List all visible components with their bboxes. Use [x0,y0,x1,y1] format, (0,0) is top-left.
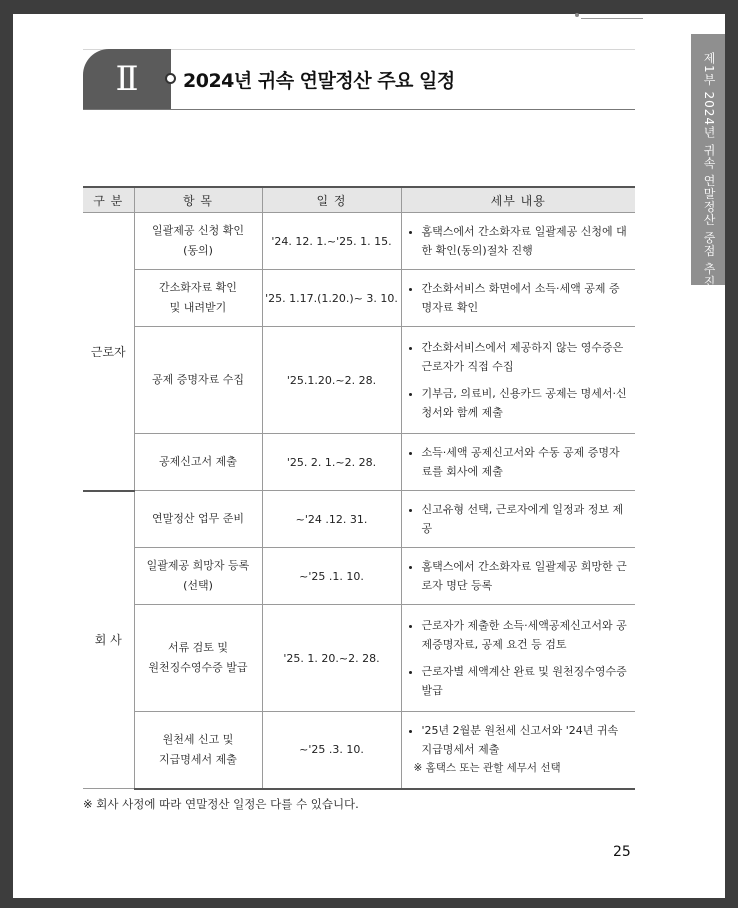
table-row [83,213,635,270]
schedule-cell: ~'25 .1. 10. [262,548,401,605]
category-cell: 회 사 [83,491,134,789]
title-divider [83,109,635,110]
table-row [83,605,635,712]
detail-bullet: • 근로자가 제출한 소득·세액공제신고서와 공제증명자료, 공제 요건 등 검토 [422,616,630,654]
table-row [83,434,635,491]
schedule-cell: ~'24 .12. 31. [262,491,401,548]
title-bullet [165,73,176,84]
details-cell [401,712,635,789]
item-text: 원천세 신고 및 [162,732,234,746]
schedule-cell: '24. 12. 1.~'25. 1. 15. [262,213,401,270]
table-row [83,548,635,605]
item-cell [134,270,262,327]
section-number-badge: Ⅱ [83,49,171,109]
header-mark [581,14,643,19]
table-row [83,327,635,434]
chapter-side-tab-label: 제1부 2024년 귀속 연말정산 중점 추진사항 [702,52,716,315]
schedule-cell: '25.1.20.~2. 28. [262,327,401,434]
table-header-row [83,187,635,213]
item-text: (동의) [183,244,213,257]
detail-bullet: • 홈택스에서 간소화자료 일괄제공 신청에 대한 확인(동의)절차 진행 [422,222,630,260]
item-text: 공제신고서 제출 [159,455,237,468]
details-cell [401,270,635,327]
item-text: 및 내려받기 [169,301,227,314]
detail-note: ※ 홈택스 또는 관할 세무서 선택 [413,762,561,775]
details-cell [401,605,635,712]
item-cell [134,213,262,270]
detail-bullet: • 근로자별 세액계산 완료 및 원천징수영수증 발급 [422,662,630,700]
item-cell [134,548,262,605]
detail-bullet: • 홈택스에서 간소화자료 일괄제공 희망한 근로자 명단 등록 [422,557,630,595]
detail-bullet: • 기부금, 의료비, 신용카드 공제는 명세서·신청서와 함께 제출 [422,384,630,422]
header-item: 항 목 [134,187,262,213]
details-cell [401,491,635,548]
details-cell [401,213,635,270]
chapter-side-tab [691,34,725,315]
document-page [13,14,725,898]
item-text: 공제 증명자료 수집 [151,373,244,386]
table-row [83,712,635,789]
details-cell [401,434,635,491]
item-text: 일괄제공 신청 확인 [151,224,244,237]
table-row [83,270,635,327]
header-category: 구 분 [83,187,134,213]
item-cell [134,605,262,712]
schedule-cell: '25. 2. 1.~2. 28. [262,434,401,491]
schedule-cell: '25. 1. 20.~2. 28. [262,605,401,712]
details-cell [401,548,635,605]
item-cell [134,712,262,789]
detail-bullet: • 소득·세액 공제신고서와 수동 공제 증명자료를 회사에 제출 [422,443,630,481]
page-number: 25 [613,844,631,860]
detail-bullet: • '25년 2월분 원천세 신고서와 '24년 귀속 지급명세서 제출 [422,721,630,759]
detail-bullet: • 간소화서비스 화면에서 소득·세액 공제 증명자료 확인 [422,279,630,317]
details-cell [401,327,635,434]
footnote: ※ 회사 사정에 따라 연말정산 일정은 다를 수 있습니다. [83,797,359,811]
detail-bullet: • 간소화서비스에서 제공하지 않는 영수증은 근로자가 직접 수집 [422,338,630,376]
item-cell [134,434,262,491]
header-details: 세부 내용 [401,187,635,213]
table-row [83,491,635,548]
schedule-cell: '25. 1.17.(1.20.)~ 3. 10. [262,270,401,327]
item-text: 연말정산 업무 준비 [151,512,244,525]
item-text: 원천징수영수증 발급 [148,661,248,674]
item-cell [134,327,262,434]
schedule-cell: ~'25 .3. 10. [262,712,401,789]
category-cell: 근로자 [83,213,134,491]
item-text: 서류 검토 및 [167,641,229,654]
header-schedule: 일 정 [262,187,401,213]
schedule-table [83,186,635,790]
detail-bullet: • 신고유형 선택, 근로자에게 일정과 정보 제공 [422,500,630,538]
item-text: (선택) [183,579,213,592]
item-text: 지급명세서 제출 [159,752,237,766]
item-text: 일괄제공 희망자 등록 [146,559,250,572]
item-text: 간소화자료 확인 [159,281,237,294]
section-title: 2024년 귀속 연말정산 주요 일정 [183,70,455,92]
item-cell [134,491,262,548]
